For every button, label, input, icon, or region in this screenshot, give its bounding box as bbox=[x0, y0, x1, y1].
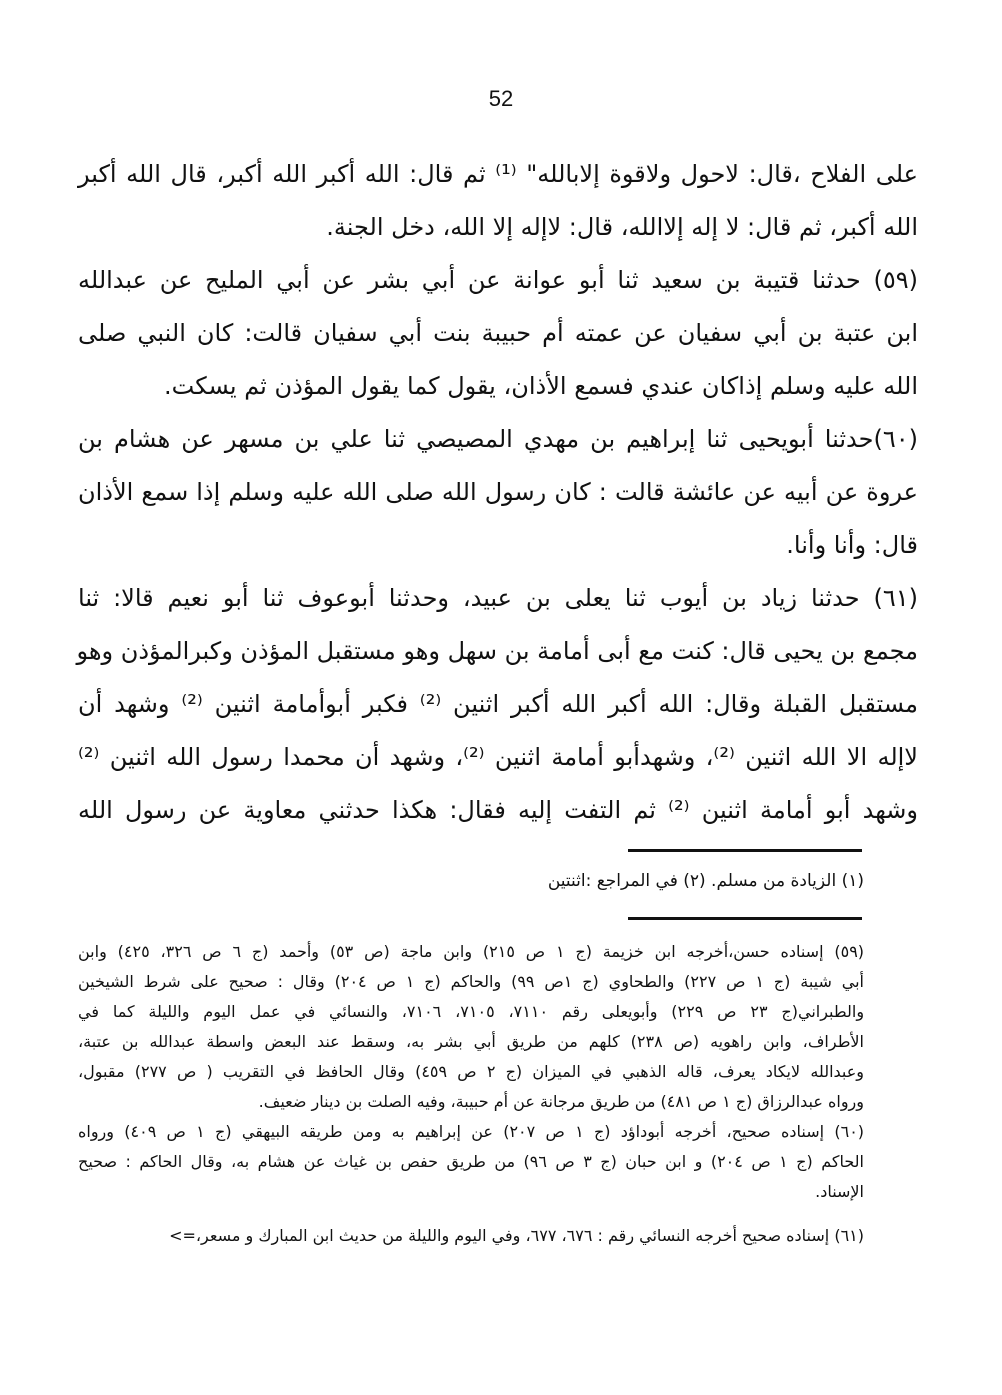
main-text-line: وشهد أبو أمامة اثنين ⁽²⁾ ثم التفت إليه فقال: هكذا حدثني معاوية عن رسول الله bbox=[78, 796, 918, 824]
footnote-60 bbox=[78, 1117, 864, 1207]
footnote-line: (٦٠) إسناده صحيح، أخرجه أبوداؤد (ج ١ ص ٢٠٧) عن إبراهيم به ومن طريقه البيهقي (ج ١ ص ٤٠٩) ورواه bbox=[78, 1122, 865, 1141]
main-text-line: على الفلاح ،قال: لاحول ولاقوة إلابالله" ⁽¹⁾ ثم قال: الله أكبر الله أكبر، قال الله أكبر bbox=[78, 160, 918, 188]
footnote-separator bbox=[628, 917, 862, 920]
footnote-line: الأطراف، وابن راهويه (ص ٢٣٨) كلهم من طريق أبي بشر به، وسقط عند البعض واسطة عبدالله بن عتبة، bbox=[78, 1032, 865, 1051]
main-text-line: عروة عن أبيه عن عائشة قالت : كان رسول الله صلى الله عليه وسلم إذا سمع الأذان bbox=[78, 478, 918, 506]
main-text-line: (٥٩) حدثنا قتيبة بن سعيد ثنا أبو عوانة عن أبي بشر عن أبي المليح عن عبدالله bbox=[78, 266, 918, 294]
footnote-variant-notes: (١) الزيادة من مسلم. (٢) في المراجع :اثنتين bbox=[547, 871, 864, 891]
footnote-line: (٦١) إسناده صحيح أخرجه النسائي رقم : ٦٧٦، ٦٧٧، وفي اليوم والليلة من حديث ابن المبارك و مسعر،=> bbox=[169, 1226, 864, 1245]
footnote-line: الإسناد. bbox=[815, 1182, 864, 1201]
footnote-61 bbox=[78, 1221, 864, 1251]
footnote-separator bbox=[628, 849, 862, 852]
footnote-line: (٥٩) إسناده حسن،أخرجه ابن خزيمة (ج ١ ص ٢١٥) وابن ماجة (ص ٥٣) وأحمد (ج ٦ ص ٣٢٦، ٤٢٥) وابن bbox=[78, 942, 865, 961]
main-text-line: لاإله الا الله اثنين ⁽²⁾، وشهدأبو أمامة اثنين ⁽²⁾، وشهد أن محمدا رسول الله اثنين ⁽²⁾ bbox=[78, 743, 918, 771]
main-text-line: (٦١) حدثنا زياد بن أيوب ثنا يعلى بن عبيد، وحدثنا أبوعوف ثنا أبو نعيم قالا: ثنا bbox=[78, 584, 918, 612]
footnote-line: الحاكم (ج ١ ص ٢٠٤) و ابن حبان (ج ٣ ص ٩٦) من طريق حفص بن غياث عن هشام به، وقال الحاكم : صحيح bbox=[78, 1152, 864, 1171]
main-text-line: مستقبل القبلة وقال: الله أكبر الله أكبر اثنين ⁽²⁾ فكبر أبوأمامة اثنين ⁽²⁾ وشهد أن bbox=[78, 690, 918, 718]
main-text-line: قال: وأنا وأنا. bbox=[786, 531, 918, 559]
main-text-line: الله عليه وسلم إذاكان عندي فسمع الأذان، يقول كما يقول المؤذن ثم يسكت. bbox=[164, 372, 918, 400]
main-text-line: مجمع بن يحيى قال: كنت مع أبى أمامة بن سهل وهو مستقبل المؤذن وكبرالمؤذن وهو bbox=[76, 637, 918, 665]
page-number: 52 bbox=[488, 86, 514, 111]
main-text-line: (٦٠)حدثنا أبويحيى ثنا إبراهيم بن مهدي المصيصي ثنا علي بن مسهر عن هشام بن bbox=[78, 425, 918, 453]
footnotes bbox=[78, 937, 864, 1251]
footnote-line: والطبراني(ج ٢٣ ص ٢٢٩) وأبويعلى رقم ٧١١٠، ٧١٠٥، ٧١٠٦، والنسائي في عمل اليوم والليلة كما في bbox=[78, 1002, 865, 1021]
footnote-line: أبي شيبة (ج ١ ص ٢٢٧) والطحاوي (ج ١ص ٩٩) والحاكم (ج ١ ص ٢٠٤) وقال : صحيح على شرط الشيخين bbox=[78, 972, 864, 991]
footnote-line: ورواه عبدالرزاق (ج ١ ص ٤٨١) من طريق مرجانة عن أم حبيبة، وفيه الصلت بن دينار ضعيف. bbox=[258, 1092, 864, 1111]
footnote-59 bbox=[78, 937, 864, 1117]
main-text-line: ابن عتبة بن أبي سفيان عن عمته أم حبيبة بنت أبي سفيان قالت: كان النبي صلى bbox=[78, 319, 918, 347]
main-text-line: الله أكبر، ثم قال: لا إله إلاالله، قال: لاإله إلا الله، دخل الجنة. bbox=[326, 213, 918, 241]
main-text bbox=[78, 148, 918, 837]
footnote-gap bbox=[78, 1207, 864, 1221]
footnote-line: وعبدالله لايكاد يعرف، قاله الذهبي في الميزان (ج ٢ ص ٤٥٩) وقال الحافظ في التقريب ( ص ٢٧٧) مقبول، bbox=[78, 1062, 865, 1081]
